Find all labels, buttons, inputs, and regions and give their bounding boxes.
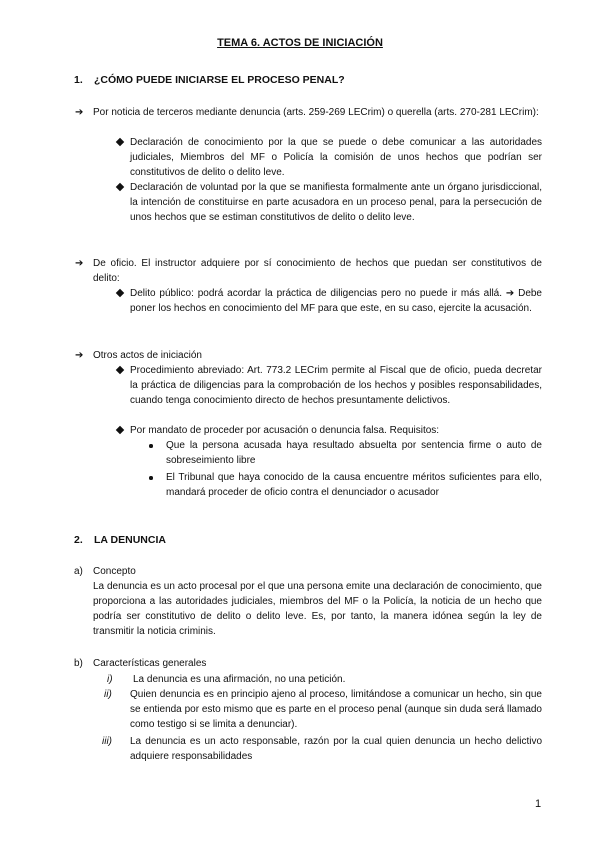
roman-label: ii) xyxy=(104,689,112,700)
roman-label: iii) xyxy=(102,736,112,747)
bullet-arrow-text: De oficio. El instructor adquiere por sí conocimiento de hechos que puedan ser constitutivos de delito: xyxy=(93,258,542,284)
section-1-heading xyxy=(74,74,345,86)
item-label: a) xyxy=(74,566,83,577)
bullet-arrow-text: Otros actos de iniciación xyxy=(93,350,202,361)
arrow-icon: ➔ xyxy=(75,107,84,118)
subsection-title: Concepto xyxy=(93,566,136,577)
list-item-text: La denuncia es un acto responsable, razón por la cual quien denuncia un hecho delictivo adquiere responsabilidades xyxy=(130,736,542,762)
list-item-text: Quien denuncia es en principio ajeno al proceso, limitándose a comunicar un hecho, sin que se entienda por esto mismo que es parte en el proceso penal (aunque sin duda será llamado como testigo si se limita a denunciar). xyxy=(130,689,542,730)
diamond-bullet-icon xyxy=(116,138,124,146)
sub-bullet-text: Delito público: podrá acordar la práctica de diligencias pero no puede ir más allá. ➔ Debe poner los hechos en conocimiento del MF para que este, en su caso, ejercite la acusación. xyxy=(130,288,542,314)
section-heading-text: ¿CÓMO PUEDE INICIARSE EL PROCESO PENAL? xyxy=(94,74,345,86)
page-title: TEMA 6. ACTOS DE INICIACIÓN xyxy=(217,37,383,49)
dot-bullet-text: El Tribunal que haya conocido de la causa encuentre méritos suficientes para ello, mandará proceder de oficio contra el denunciador o acusador xyxy=(166,472,542,498)
section-number: 2. xyxy=(74,534,83,546)
diamond-bullet-icon xyxy=(116,289,124,297)
bullet-arrow-text: Por noticia de terceros mediante denuncia (arts. 259-269 LECrim) o querella (arts. 270-281 LECrim): xyxy=(93,107,539,118)
paragraph-text: La denuncia es un acto procesal por el que una persona emite una declaración de conocimiento, que proporciona a las autoridades judiciales, miembros del MF o la Policía, la noticia de un hecho que podría ser constitutivo de delito o delito leve. Es, por tanto, la manera idónea según la ley de transmitir la noticia criminis. xyxy=(93,581,542,637)
section-heading-text: LA DENUNCIA xyxy=(94,534,166,546)
diamond-bullet-icon xyxy=(116,183,124,191)
list-item-text: La denuncia es una afirmación, no una petición. xyxy=(133,674,346,685)
sub-bullet-text: Declaración de voluntad por la que se manifiesta formalmente ante un órgano jurisdiccional, la intención de constituirse en parte acusadora en un proceso penal, para la persecución de unos hechos que se estiman constitutivos de delito o delito leve. xyxy=(130,182,542,223)
diamond-bullet-icon xyxy=(116,366,124,374)
sub-bullet-text: Procedimiento abreviado: Art. 773.2 LECrim permite al Fiscal que de oficio, pueda decretar la práctica de diligencias para la comprobación de los hechos y posibles responsabilidades, cuando tenga conocimiento directo de hechos presuntamente delictivos. xyxy=(130,365,542,406)
sub-bullet-text: Por mandato de proceder por acusación o denuncia falsa. Requisitos: xyxy=(130,425,440,436)
arrow-icon: ➔ xyxy=(75,350,84,361)
dot-bullet-icon xyxy=(149,476,153,480)
roman-label: i) xyxy=(107,674,113,685)
section-number: 1. xyxy=(74,74,83,86)
item-label: b) xyxy=(74,658,83,669)
arrow-icon: ➔ xyxy=(75,258,84,269)
dot-bullet-text: Que la persona acusada haya resultado absuelta por sentencia firme o auto de sobreseimiento libre xyxy=(166,440,542,466)
section-2-heading xyxy=(74,534,166,546)
sub-bullet-text: Declaración de conocimiento por la que se puede o debe comunicar a las autoridades judiciales, Miembros del MF o Policía la comisión de unos hechos que podrían ser constitutivos de delito o delito leve. xyxy=(130,137,542,178)
dot-bullet-icon xyxy=(149,444,153,448)
page-number: 1 xyxy=(535,798,542,810)
subsection-title: Características generales xyxy=(93,658,207,669)
diamond-bullet-icon xyxy=(116,426,124,434)
